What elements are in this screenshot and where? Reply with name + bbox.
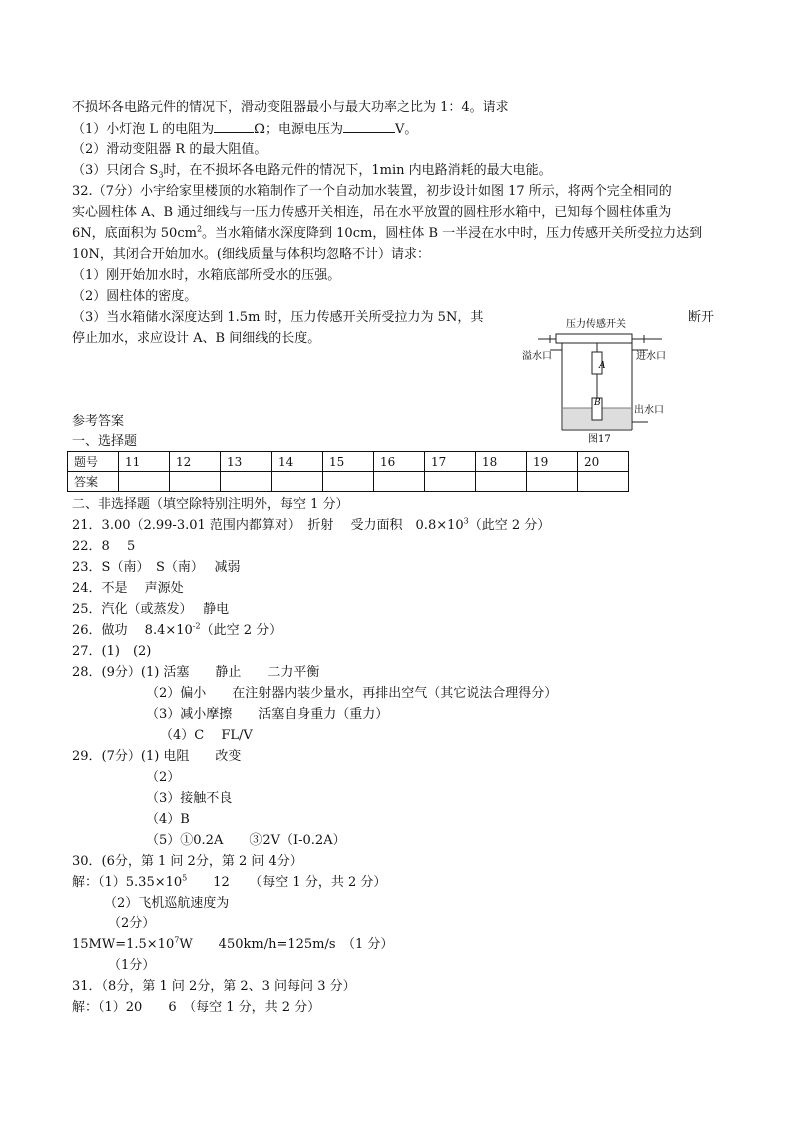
answer-29-4: （4）B [146,812,190,827]
blank-resistance [214,120,254,133]
q32-line2: 实心圆柱体 A、B 通过细线与一压力传感开关相连，吊在水平放置的圆柱形水箱中，已知每个圆柱体重为 [72,205,672,220]
grid-num: 14 [272,452,323,472]
q31-part3-b: 时，在不损坏各电路元件的情况下，1min 内电路消耗的最大电能。 [163,163,552,178]
overflow-label: 溢水口 [522,351,552,362]
answer-30-3-b: W 450km/h=125m/s （1 分） [179,937,394,952]
grid-num: 11 [119,452,170,472]
answer-25: 25．汽化（或蒸发） 静电 [72,602,230,617]
answer-24: 24．不是 声源处 [72,581,184,596]
answer-30-3 [72,936,393,954]
grid-num: 17 [425,452,476,472]
answer-grid [67,451,629,492]
answer-28-1: 28．(9分）(1) 活塞 静止 二力平衡 [72,665,320,680]
answer-30-2: （2）飞机巡航速度为 [104,896,230,911]
figure-17-water-tank [520,312,680,446]
answers-title: 参考答案 [72,414,125,429]
answer-28-2: （2）偏小 在注射器内装少量水，再排出空气（其它说法合理得分） [146,686,558,701]
q31-part1 [72,120,417,139]
q31-intro-line: 不损坏各电路元件的情况下，滑动变阻器最小与最大功率之比为 1：4。请求 [72,100,509,115]
grid-cell [323,472,374,492]
answer-21-b: （此空 2 分） [468,518,551,533]
answer-30-1-sup: 5 [182,873,188,883]
cylinder-b-label: B [594,398,601,408]
q31-part3 [72,162,552,180]
q32-line3-a: 6N，底面积为 50cm [72,226,197,241]
answer-29-2: （2） [146,770,181,785]
answer-30-1-a: 解：（1）5.35×10 [72,875,183,890]
q32-part3-line1: （3）当水箱储水深度达到 1.5m 时，压力传感开关所受拉力为 5N，其 [72,310,484,325]
q31-part2: （2）滑动变阻器 R 的最大阻值。 [72,142,268,157]
q32-part3-line1-end: 断开 [688,310,715,325]
answer-29-3: （3）接触不良 [146,791,233,806]
grid-cell [170,472,221,492]
q32-line1: 32.（7分）小宇给家里楼顶的水箱制作了一个自动加水装置，初步设计如图 17 所示，将两个完全相同的 [72,184,672,199]
grid-num: 13 [221,452,272,472]
grid-num: 20 [578,452,629,472]
grid-cell [272,472,323,492]
q31-part1-a: （1）小灯泡 L 的电阻为 [72,122,215,137]
answer-28-4: （4）C FL/V [160,728,253,743]
q32-part2: （2）圆柱体的密度。 [72,289,198,304]
figure-caption: 图17 [588,434,611,445]
answer-30-point: （2分） [108,916,156,931]
answer-26-sup: -2 [192,621,201,631]
grid-num: 19 [527,452,578,472]
answer-21-sup: 3 [463,516,469,526]
answer-grid-answer-row [68,472,629,492]
grid-cell [119,472,170,492]
q32-part3-line2: 停止加水，求应设计 A、B 间细线的长度。 [72,331,321,346]
outlet-label: 出水口 [634,405,664,416]
answer-grid-number-row [68,452,629,472]
grid-cell [374,472,425,492]
answer-26-b: （此空 2 分） [200,623,283,638]
sensor-switch [538,334,662,343]
q32-line4: 10N，其闭合开始加水。(细线质量与体积均忽略不计）请求： [72,247,430,262]
section-choice-title: 一、选择题 [72,434,138,449]
answer-28-3: （3）减小摩擦 活塞自身重力（重力） [146,707,389,722]
answer-30-3-sup: 7 [174,935,180,945]
q31-part1-b: Ω；电源电压为 [254,122,343,137]
grid-cell [527,472,578,492]
grid-cell [221,472,272,492]
answer-21 [72,517,550,535]
answer-31-header: 31．（8分，第 1 问 2分，第 2、3 问每问 3 分） [72,979,356,994]
grid-cell [476,472,527,492]
switch-label: 压力传感开关 [566,319,626,330]
section-nonchoice-title: 二、非选择题（填空除特别注明外，每空 1 分） [72,497,349,512]
cylinder-a-label: A [599,361,606,371]
q32-part1: （1）刚开始加水时，水箱底部所受水的压强。 [72,268,341,283]
answer-21-a: 21．3.00（2.99-3.01 范围内都算对） 折射 受力面积 0.8×10 [72,518,464,533]
answer-30-point2: （1分） [108,958,156,973]
grid-header-number: 题号 [68,452,119,472]
grid-num: 12 [170,452,221,472]
blank-voltage [343,120,395,133]
answer-26 [72,622,282,640]
q31-part3-a: （3）只闭合 S [72,163,159,178]
q32-line3 [72,225,702,243]
grid-num: 16 [374,452,425,472]
answer-30-3-a: 15MW=1.5×10 [72,937,175,952]
answer-30-1 [72,874,386,892]
answer-29-5: （5）①0.2A ③2V（I-0.2A） [146,833,346,848]
answer-30-1-b: 12 （每空 1 分，共 2 分） [187,875,387,890]
answer-31-1: 解：（1）20 6 （每空 1 分，共 2 分） [72,1000,321,1015]
grid-header-answer: 答案 [68,472,119,492]
q31-part1-c: V。 [394,122,418,137]
grid-cell [578,472,629,492]
answer-22: 22．8 5 [72,539,136,554]
answer-26-a: 26．做功 8.4×10 [72,623,193,638]
answer-27: 27．(1) (2) [72,644,152,659]
answer-30-header: 30．(6分，第 1 问 2分，第 2 问 4分） [72,854,303,869]
inlet-label: 进水口 [636,351,666,362]
grid-num: 15 [323,452,374,472]
q31-part3-sub: 3 [158,170,164,180]
grid-num: 18 [476,452,527,472]
grid-cell [425,472,476,492]
answer-29-1: 29．(7分）(1) 电阻 改变 [72,749,242,764]
q32-line3-sup: 2 [196,224,203,234]
answer-23: 23．S（南） S（南） 减弱 [72,560,241,575]
q32-line3-b: 。当水箱储水深度降到 10cm，圆柱体 B 一半浸在水中时，压力传感开关所受拉力达到 [202,226,703,241]
